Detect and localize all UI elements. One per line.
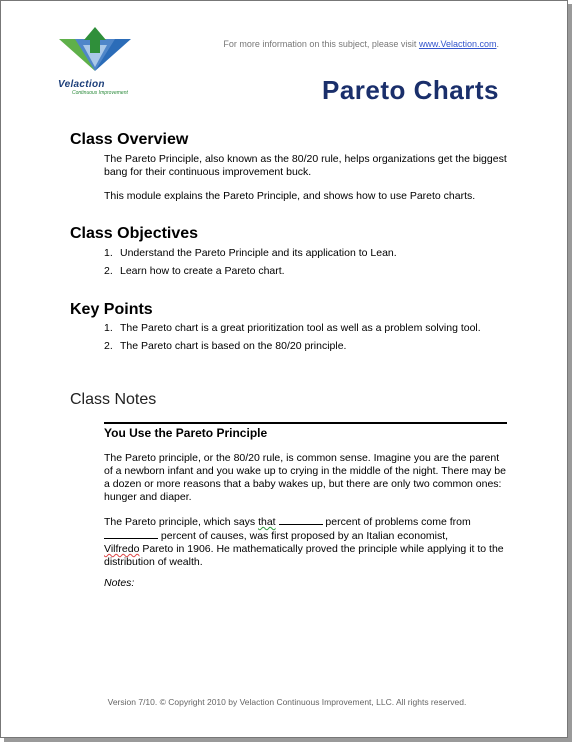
header-info	[223, 39, 499, 49]
list-number: 1.	[104, 247, 113, 259]
list-number: 2.	[104, 340, 113, 352]
notes-text: Vilfredo	[104, 543, 140, 555]
notes-paragraph-2	[104, 515, 509, 569]
list-item-text: The Pareto chart is based on the 80/20 principle.	[120, 340, 347, 352]
notes-text: percent of causes, was first proposed by an Italian economist,	[158, 530, 449, 542]
key-points-heading: Key Points	[70, 301, 153, 318]
notes-text: Pareto in 1906. He mathematically proved the principle while applying it to the distribution of wealth.	[104, 543, 504, 568]
list-item-text: Understand the Pareto Principle and its application to Lean.	[120, 247, 397, 259]
notes-divider	[104, 422, 507, 424]
notes-text: that	[258, 516, 276, 528]
overview-paragraph-2: This module explains the Pareto Principle, and shows how to use Pareto charts.	[104, 190, 476, 202]
notes-text: The Pareto principle, which says	[104, 516, 259, 528]
velaction-link[interactable]: www.Velaction.com	[418, 39, 497, 49]
page-title: Pareto Charts	[322, 75, 499, 105]
list-number: 1.	[104, 322, 113, 334]
list-item-text: Learn how to create a Pareto chart.	[120, 265, 285, 277]
list-item	[104, 340, 514, 353]
class-notes-heading: Class Notes	[70, 391, 157, 408]
list-item	[104, 265, 514, 278]
fill-in-blank	[279, 515, 323, 525]
list-item	[104, 247, 514, 260]
logo-wordmark: Velaction	[58, 79, 105, 90]
header-info-suffix: .	[496, 39, 499, 49]
notes-label: Notes:	[104, 577, 135, 589]
fill-in-blank	[104, 529, 158, 539]
class-overview-heading: Class Overview	[70, 131, 189, 148]
logo-tagline: Continuous Improvement	[72, 90, 128, 96]
list-item	[104, 322, 514, 335]
list-item-text: The Pareto chart is a great prioritization tool as well as a problem solving tool.	[120, 322, 481, 334]
key-points-list	[104, 322, 514, 358]
header-info-text: For more information on this subject, please visit	[223, 39, 419, 49]
overview-paragraph-1: The Pareto Principle, also known as the 80/20 rule, helps organizations get the biggest bang for their continuous improvement buck.	[104, 153, 507, 178]
objectives-list	[104, 247, 514, 283]
notes-subheading: You Use the Pareto Principle	[104, 426, 268, 440]
list-number: 2.	[104, 265, 113, 277]
notes-paragraph-1: The Pareto principle, or the 80/20 rule, is common sense. Imagine you are the parent of a newborn infant and you wake up to crying in the middle of the night. There may be a dozen or more reasons that a baby wakes up, but there are only two common ones: hunger and diaper.	[104, 452, 506, 503]
footer-copyright: Version 7/10. © Copyright 2010 by Velaction Continuous Improvement, LLC. All rights reserved.	[107, 697, 467, 707]
notes-text: percent of problems come from	[322, 516, 471, 528]
class-objectives-heading: Class Objectives	[70, 225, 199, 242]
